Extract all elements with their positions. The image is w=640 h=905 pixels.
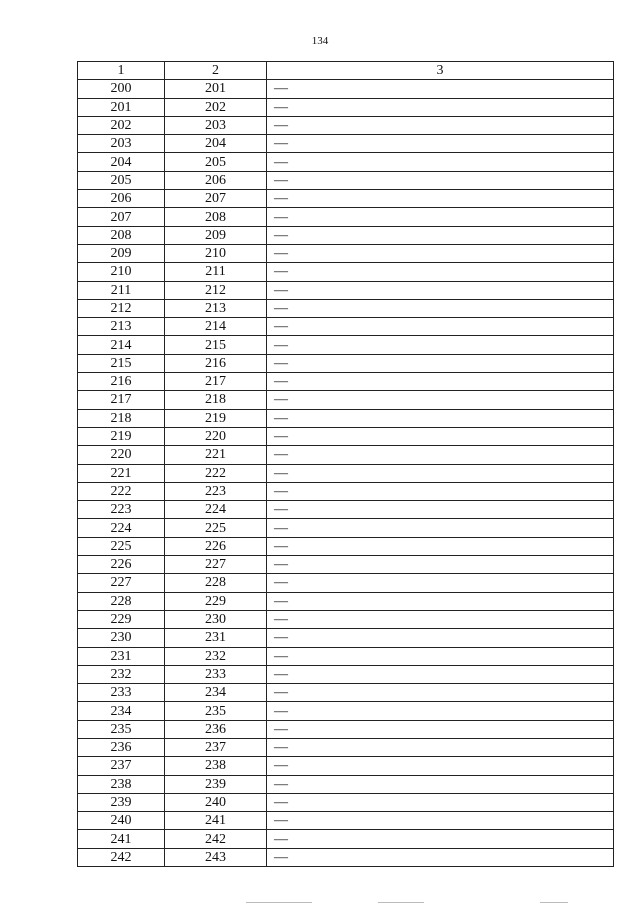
table-cell-col-2: 211 <box>165 263 267 281</box>
table-row <box>78 592 614 610</box>
table-cell-col-1: 229 <box>78 610 165 628</box>
table-cell-col-1: 214 <box>78 336 165 354</box>
table-cell-col-2: 217 <box>165 373 267 391</box>
table-cell-col-3: — <box>267 738 614 756</box>
table-cell-col-3: — <box>267 299 614 317</box>
table-cell-col-3: — <box>267 665 614 683</box>
header-row <box>78 62 614 80</box>
page-number: 134 <box>311 35 329 47</box>
table-cell-col-3: — <box>267 830 614 848</box>
table-cell-col-2: 228 <box>165 574 267 592</box>
table-row <box>78 793 614 811</box>
column-header-1: 1 <box>78 62 165 80</box>
table-row <box>78 519 614 537</box>
table-row <box>78 812 614 830</box>
table-cell-col-1: 217 <box>78 391 165 409</box>
table-row <box>78 574 614 592</box>
table-cell-col-1: 208 <box>78 226 165 244</box>
table-cell-col-2: 208 <box>165 208 267 226</box>
table-cell-col-1: 206 <box>78 190 165 208</box>
table-cell-col-1: 205 <box>78 171 165 189</box>
table-cell-col-1: 200 <box>78 80 165 98</box>
table-cell-col-1: 223 <box>78 501 165 519</box>
table-cell-col-1: 222 <box>78 482 165 500</box>
table-cell-col-3: — <box>267 373 614 391</box>
table-cell-col-2: 226 <box>165 537 267 555</box>
table-cell-col-1: 241 <box>78 830 165 848</box>
column-header-3: 3 <box>267 62 614 80</box>
table-cell-col-2: 230 <box>165 610 267 628</box>
table-cell-col-1: 237 <box>78 757 165 775</box>
table-row <box>78 647 614 665</box>
table-cell-col-3: — <box>267 318 614 336</box>
column-header-2: 2 <box>165 62 267 80</box>
table-cell-col-3: — <box>267 391 614 409</box>
table-cell-col-2: 237 <box>165 738 267 756</box>
table-row <box>78 738 614 756</box>
table-cell-col-2: 207 <box>165 190 267 208</box>
table-cell-col-3: — <box>267 647 614 665</box>
table-row <box>78 610 614 628</box>
table-cell-col-3: — <box>267 336 614 354</box>
table-cell-col-3: — <box>267 482 614 500</box>
table-cell-col-1: 236 <box>78 738 165 756</box>
table-cell-col-2: 214 <box>165 318 267 336</box>
table-row <box>78 226 614 244</box>
table-cell-col-2: 215 <box>165 336 267 354</box>
table-cell-col-3: — <box>267 281 614 299</box>
table-cell-col-2: 221 <box>165 446 267 464</box>
table-cell-col-1: 221 <box>78 464 165 482</box>
table-row <box>78 556 614 574</box>
table-cell-col-3: — <box>267 464 614 482</box>
table-row <box>78 665 614 683</box>
table-cell-col-3: — <box>267 556 614 574</box>
table-cell-col-2: 222 <box>165 464 267 482</box>
table-row <box>78 116 614 134</box>
table-cell-col-3: — <box>267 592 614 610</box>
table-row <box>78 830 614 848</box>
table-row <box>78 263 614 281</box>
table-cell-col-2: 224 <box>165 501 267 519</box>
table-cell-col-3: — <box>267 848 614 866</box>
table-cell-col-2: 232 <box>165 647 267 665</box>
table-cell-col-2: 242 <box>165 830 267 848</box>
table-cell-col-3: — <box>267 354 614 372</box>
table-cell-col-1: 201 <box>78 98 165 116</box>
table-row <box>78 281 614 299</box>
table-cell-col-2: 243 <box>165 848 267 866</box>
table-cell-col-2: 216 <box>165 354 267 372</box>
table-cell-col-1: 240 <box>78 812 165 830</box>
table-cell-col-1: 239 <box>78 793 165 811</box>
table-cell-col-3: — <box>267 775 614 793</box>
table-cell-col-1: 234 <box>78 702 165 720</box>
table-cell-col-3: — <box>267 684 614 702</box>
table-cell-col-2: 213 <box>165 299 267 317</box>
table-row <box>78 98 614 116</box>
table-cell-col-3: — <box>267 720 614 738</box>
table-cell-col-3: — <box>267 153 614 171</box>
table-cell-col-2: 231 <box>165 629 267 647</box>
table-row <box>78 446 614 464</box>
table-cell-col-1: 232 <box>78 665 165 683</box>
table-cell-col-2: 210 <box>165 244 267 262</box>
table-cell-col-3: — <box>267 812 614 830</box>
table-body <box>78 80 614 867</box>
table-cell-col-1: 242 <box>78 848 165 866</box>
table-cell-col-3: — <box>267 135 614 153</box>
table-cell-col-1: 226 <box>78 556 165 574</box>
table-row <box>78 482 614 500</box>
table-cell-col-1: 238 <box>78 775 165 793</box>
table-cell-col-3: — <box>267 409 614 427</box>
table-cell-col-2: 204 <box>165 135 267 153</box>
table-cell-col-1: 224 <box>78 519 165 537</box>
table-cell-col-3: — <box>267 116 614 134</box>
table-cell-col-2: 238 <box>165 757 267 775</box>
table-cell-col-3: — <box>267 244 614 262</box>
table-cell-col-2: 220 <box>165 427 267 445</box>
table-cell-col-3: — <box>267 757 614 775</box>
table-cell-col-1: 227 <box>78 574 165 592</box>
table-cell-col-1: 225 <box>78 537 165 555</box>
table-cell-col-3: — <box>267 537 614 555</box>
table-cell-col-3: — <box>267 519 614 537</box>
table-cell-col-2: 234 <box>165 684 267 702</box>
table-cell-col-2: 236 <box>165 720 267 738</box>
table-cell-col-2: 219 <box>165 409 267 427</box>
table-cell-col-2: 235 <box>165 702 267 720</box>
table-cell-col-2: 227 <box>165 556 267 574</box>
table-cell-col-1: 233 <box>78 684 165 702</box>
table-cell-col-1: 212 <box>78 299 165 317</box>
table-cell-col-3: — <box>267 171 614 189</box>
table-cell-col-3: — <box>267 501 614 519</box>
table-row <box>78 848 614 866</box>
table-row <box>78 171 614 189</box>
table-row <box>78 153 614 171</box>
table-row <box>78 464 614 482</box>
table-cell-col-2: 218 <box>165 391 267 409</box>
table-cell-col-2: 241 <box>165 812 267 830</box>
table-row <box>78 244 614 262</box>
table-cell-col-2: 225 <box>165 519 267 537</box>
table-cell-col-2: 209 <box>165 226 267 244</box>
table-row <box>78 702 614 720</box>
table-row <box>78 80 614 98</box>
table-row <box>78 373 614 391</box>
table-row <box>78 427 614 445</box>
table-cell-col-1: 213 <box>78 318 165 336</box>
table-cell-col-3: — <box>267 610 614 628</box>
table-cell-col-3: — <box>267 208 614 226</box>
table-cell-col-2: 205 <box>165 153 267 171</box>
table-cell-col-2: 203 <box>165 116 267 134</box>
table-row <box>78 409 614 427</box>
table-row <box>78 318 614 336</box>
table-cell-col-3: — <box>267 190 614 208</box>
table-cell-col-1: 209 <box>78 244 165 262</box>
table-cell-col-3: — <box>267 446 614 464</box>
table-row <box>78 629 614 647</box>
table-cell-col-3: — <box>267 629 614 647</box>
table-cell-col-1: 211 <box>78 281 165 299</box>
table-cell-col-2: 212 <box>165 281 267 299</box>
table-row <box>78 135 614 153</box>
table-row <box>78 336 614 354</box>
table-cell-col-1: 231 <box>78 647 165 665</box>
table-cell-col-1: 203 <box>78 135 165 153</box>
table-cell-col-3: — <box>267 793 614 811</box>
table-cell-col-2: 229 <box>165 592 267 610</box>
table-cell-col-3: — <box>267 80 614 98</box>
table-cell-col-1: 216 <box>78 373 165 391</box>
table-cell-col-2: 206 <box>165 171 267 189</box>
table-cell-col-2: 233 <box>165 665 267 683</box>
table-row <box>78 501 614 519</box>
table-cell-col-2: 202 <box>165 98 267 116</box>
table-cell-col-1: 215 <box>78 354 165 372</box>
table-cell-col-2: 201 <box>165 80 267 98</box>
table-cell-col-3: — <box>267 263 614 281</box>
table-cell-col-1: 207 <box>78 208 165 226</box>
table-header <box>78 62 614 80</box>
table-cell-col-1: 228 <box>78 592 165 610</box>
table-cell-col-2: 223 <box>165 482 267 500</box>
table-cell-col-1: 204 <box>78 153 165 171</box>
table-row <box>78 391 614 409</box>
table-cell-col-1: 218 <box>78 409 165 427</box>
scan-artifact-marks <box>0 900 640 905</box>
table-row <box>78 190 614 208</box>
table-row <box>78 537 614 555</box>
table-cell-col-2: 240 <box>165 793 267 811</box>
table-cell-col-3: — <box>267 98 614 116</box>
table-row <box>78 757 614 775</box>
table-cell-col-1: 235 <box>78 720 165 738</box>
table-row <box>78 775 614 793</box>
table-cell-col-3: — <box>267 226 614 244</box>
table-cell-col-1: 220 <box>78 446 165 464</box>
table-cell-col-1: 230 <box>78 629 165 647</box>
table-cell-col-2: 239 <box>165 775 267 793</box>
table-row <box>78 684 614 702</box>
table-row <box>78 299 614 317</box>
table-cell-col-3: — <box>267 574 614 592</box>
table-cell-col-3: — <box>267 702 614 720</box>
table-cell-col-1: 210 <box>78 263 165 281</box>
table-row <box>78 720 614 738</box>
table-row <box>78 354 614 372</box>
table-cell-col-1: 202 <box>78 116 165 134</box>
table-row <box>78 208 614 226</box>
table-cell-col-1: 219 <box>78 427 165 445</box>
table-cell-col-3: — <box>267 427 614 445</box>
data-table <box>77 61 614 867</box>
